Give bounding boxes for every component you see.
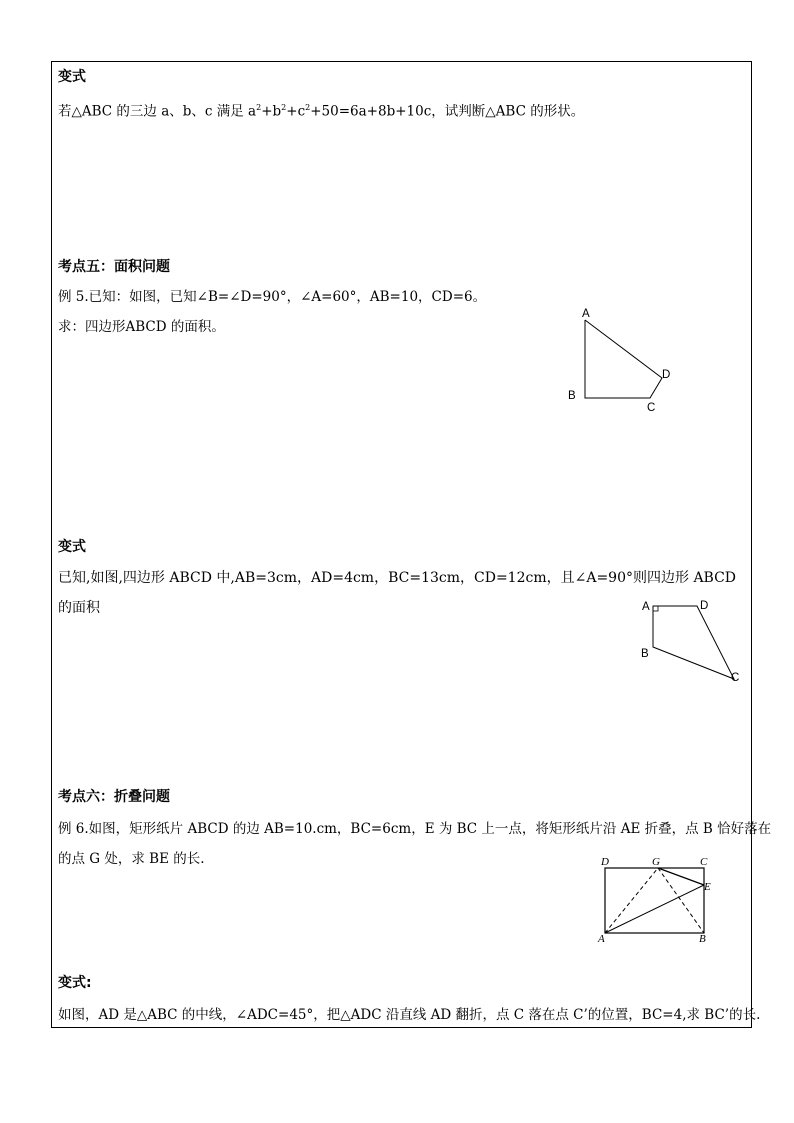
figure6-label-c: C — [700, 856, 708, 868]
figure-v2-label-c: C — [731, 672, 740, 684]
figure5-label-d: D — [662, 369, 671, 381]
figure6-label-d: D — [601, 856, 609, 868]
example6-line2: 的点 G 处，求 BE 的长. — [58, 851, 205, 867]
figure6-label-e: E — [704, 881, 711, 893]
variant3-heading: 变式: — [58, 975, 92, 991]
figure6-label-b: B — [699, 933, 706, 945]
variant2-line2: 的面积 — [58, 600, 100, 616]
figure6-label-a: A — [598, 933, 605, 945]
figure5-label-c: C — [647, 402, 656, 414]
figure-v2-label-d: D — [700, 600, 709, 612]
example5-text: 例 5.已知：如图，已知∠B=∠D=90°，∠A=60°，AB=10，CD=6。 — [58, 289, 487, 305]
figure6-label-g: G — [652, 856, 660, 868]
variant1-heading: 变式 — [58, 69, 86, 85]
figure5-label-a: A — [582, 308, 590, 320]
quadrilateral-figure-example5 — [560, 300, 680, 420]
figure-v2-label-a: A — [642, 601, 650, 613]
point5-heading: 考点五：面积问题 — [58, 259, 170, 275]
point6-heading: 考点六：折叠问题 — [58, 789, 170, 805]
quadrilateral-figure-variant2 — [636, 594, 746, 689]
rectangle-fold-figure — [596, 852, 726, 947]
variant2-line1: 已知,如图,四边形 ABCD 中,AB=3cm，AD=4cm，BC=13cm，CD=12cm，且∠A=90°则四边形 ABCD — [58, 570, 737, 586]
figure5-label-b: B — [568, 390, 576, 402]
variant3-problem: 如图，AD 是△ABC 的中线，∠ADC=45°，把△ADC 沿直线 AD 翻折，点 C 落在点 C’的位置，BC=4,求 BC’的长. — [58, 1007, 761, 1023]
example6-line1: 例 6.如图，矩形纸片 ABCD 的边 AB=10.cm，BC=6cm，E 为 BC 上一点，将矩形纸片沿 AE 折叠，点 B 恰好落在 — [58, 821, 772, 837]
variant2-heading: 变式 — [58, 539, 86, 555]
figure-v2-label-b: B — [641, 648, 649, 660]
variant1-problem: 若△ABC 的三边 a、b、c 满足 $a^2+b^2+c^2+50=6a+8b+10c$，试判断△ABC 的形状。 — [58, 103, 585, 120]
example5-question: 求：四边形ABCD 的面积。 — [58, 319, 225, 335]
